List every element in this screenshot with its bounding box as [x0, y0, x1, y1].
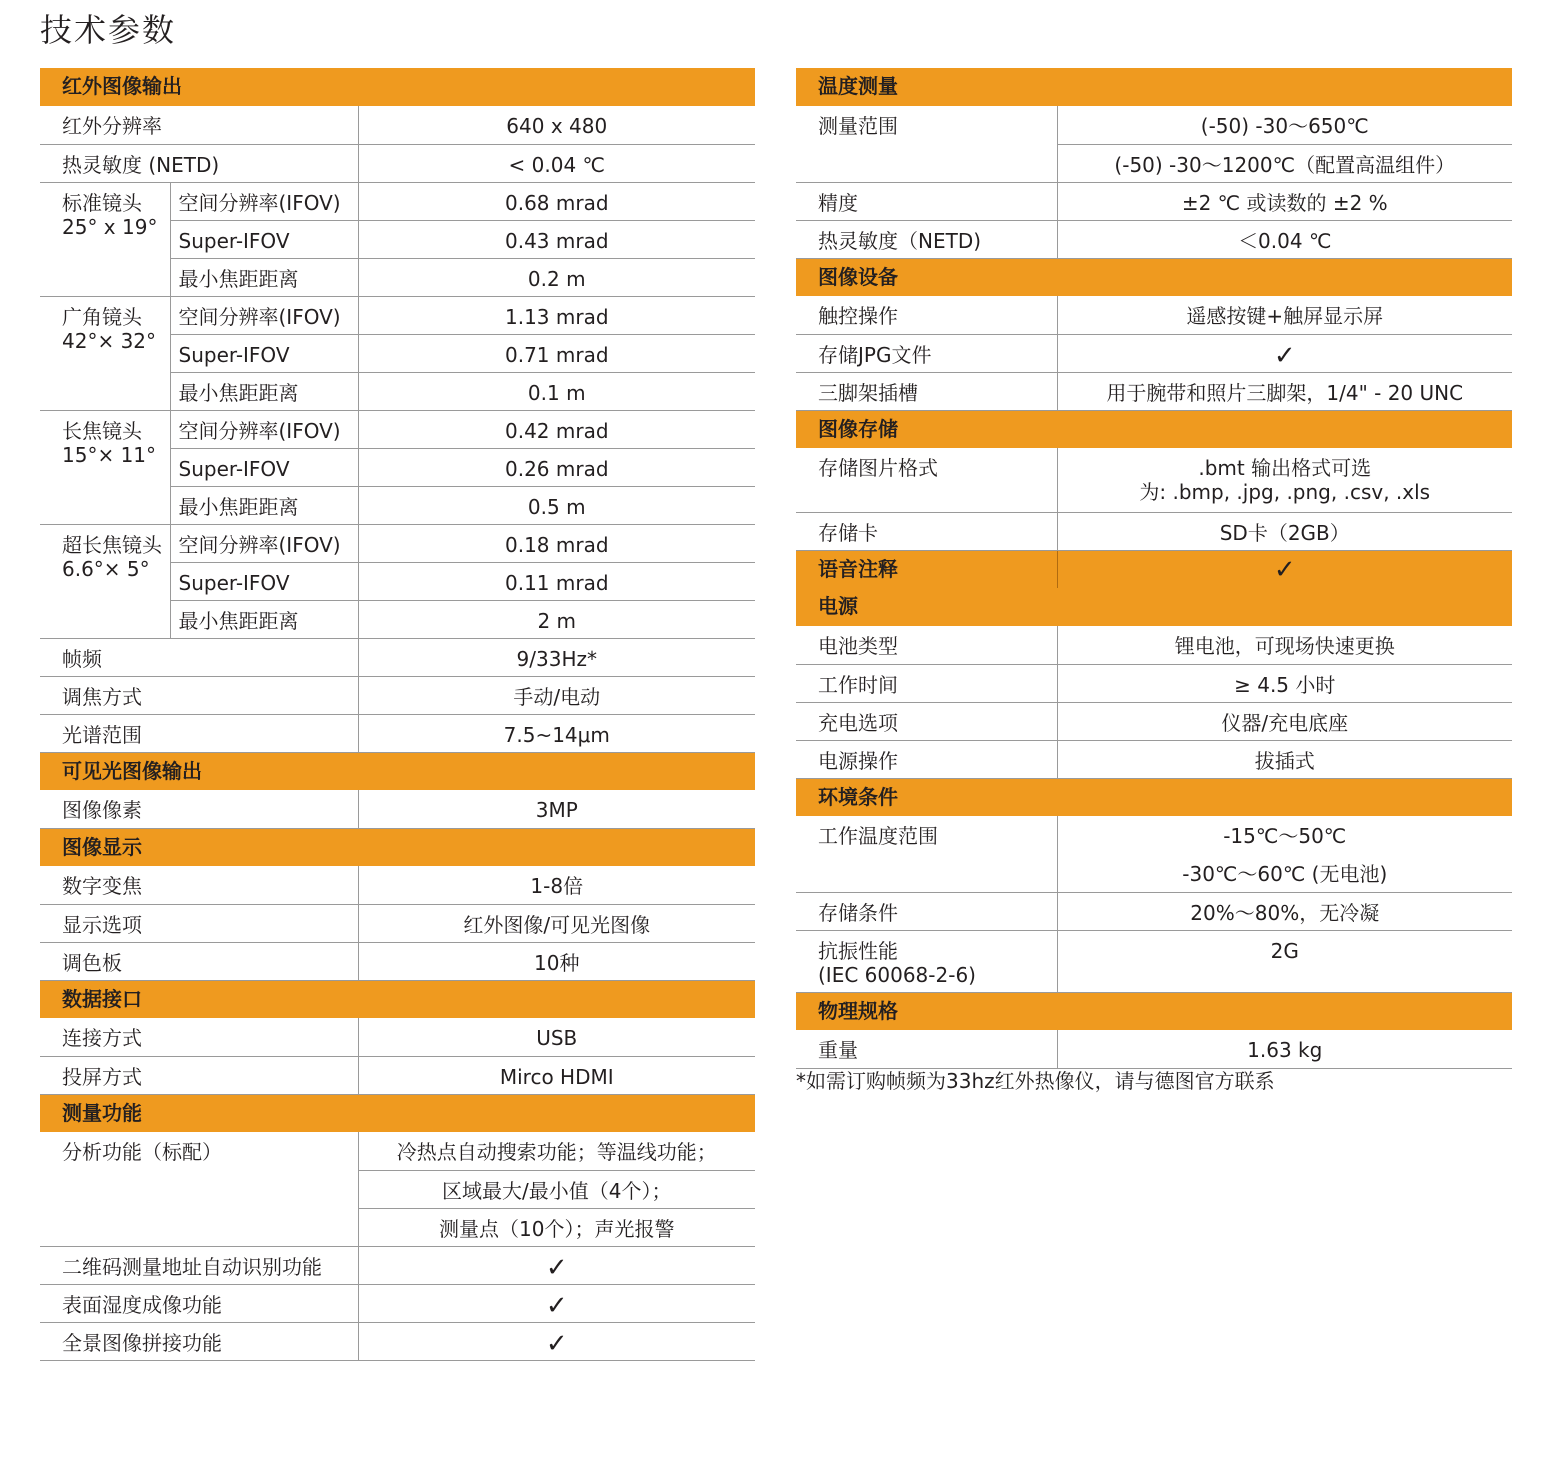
spec-row: 三脚架插槽 用于腕带和照片三脚架，1/4" - 20 UNC — [796, 372, 1512, 410]
spec-row: 存储图片格式 .bmt 输出格式可选 为: .bmp, .jpg, .png, .csv, .xls — [796, 448, 1512, 512]
spec-row: 测量点（10个）；声光报警 — [40, 1208, 755, 1246]
left-spec-table — [40, 68, 755, 1361]
spec-row: 电池类型 锂电池，可现场快速更换 — [796, 626, 1512, 664]
lens-row: 超长焦镜头 6.6°× 5° 空间分辨率(IFOV) 0.18 mrad — [40, 524, 755, 562]
lens-row: 长焦镜头 15°× 11° 空间分辨率(IFOV) 0.42 mrad — [40, 410, 755, 448]
spec-row: -30℃～60℃ (无电池) — [796, 854, 1512, 892]
spec-row: 分析功能（标配） 冷热点自动搜索功能；等温线功能； — [40, 1132, 755, 1170]
spec-row: 调焦方式 手动/电动 — [40, 676, 755, 714]
section-header: 图像设备 — [796, 258, 1512, 296]
spec-row: 存储卡 SD卡（2GB） — [796, 512, 1512, 550]
spec-row: 存储JPG文件 ✓ — [796, 334, 1512, 372]
spec-row: 图像像素 3MP — [40, 790, 755, 828]
spec-row: 精度 ±2 ℃ 或读数的 ±2 % — [796, 182, 1512, 220]
section-header: 可见光图像输出 — [40, 752, 755, 790]
section-header: 测量功能 — [40, 1094, 755, 1132]
lens-row: Super-IFOV 0.43 mrad — [40, 220, 755, 258]
spec-row: (-50) -30～1200℃（配置高温组件） — [796, 144, 1512, 182]
section-header: 温度测量 — [796, 68, 1512, 106]
check-icon: ✓ — [545, 1290, 568, 1321]
lens-row: 标准镜头 25° x 19° 空间分辨率(IFOV) 0.68 mrad — [40, 182, 755, 220]
spec-row: 区域最大/最小值（4个）； — [40, 1170, 755, 1208]
spec-row: 表面湿度成像功能 ✓ — [40, 1284, 755, 1322]
section-header: 物理规格 — [796, 992, 1512, 1030]
lens-name-cell: 长焦镜头 15°× 11° — [40, 410, 170, 524]
lens-row: 最小焦距距离 0.2 m — [40, 258, 755, 296]
footnote: *如需订购帧频为33hz红外热像仪，请与德图官方联系 — [796, 1069, 1275, 1093]
spec-row: 热灵敏度 (NETD) < 0.04 ℃ — [40, 144, 755, 182]
spec-row: 电源操作 拔插式 — [796, 740, 1512, 778]
section-header: 红外图像输出 — [40, 68, 755, 106]
lens-name-cell: 广角镜头 42°× 32° — [40, 296, 170, 410]
spec-row: 光谱范围 7.5~14μm — [40, 714, 755, 752]
check-icon: ✓ — [1273, 554, 1296, 585]
spec-row: 投屏方式 Mirco HDMI — [40, 1056, 755, 1094]
spec-row: 红外分辨率 640 x 480 — [40, 106, 755, 144]
spec-row: 数字变焦 1-8倍 — [40, 866, 755, 904]
section-header: 环境条件 — [796, 778, 1512, 816]
section-header: 图像显示 — [40, 828, 755, 866]
lens-row: Super-IFOV 0.26 mrad — [40, 448, 755, 486]
check-icon: ✓ — [545, 1328, 568, 1359]
spec-row: 工作温度范围 -15℃～50℃ — [796, 816, 1512, 854]
spec-row: 重量 1.63 kg — [796, 1030, 1512, 1068]
section-header: 语音注释 ✓ — [796, 550, 1512, 588]
spec-row: 工作时间 ≥ 4.5 小时 — [796, 664, 1512, 702]
spec-row: 热灵敏度（NETD) ＜0.04 ℃ — [796, 220, 1512, 258]
spec-row: 连接方式 USB — [40, 1018, 755, 1056]
section-header: 图像存储 — [796, 410, 1512, 448]
section-header: 电源 — [796, 588, 1512, 626]
spec-row: 充电选项 仪器/充电底座 — [796, 702, 1512, 740]
spec-row: 显示选项 红外图像/可见光图像 — [40, 904, 755, 942]
lens-row: 广角镜头 42°× 32° 空间分辨率(IFOV) 1.13 mrad — [40, 296, 755, 334]
section-header: 数据接口 — [40, 980, 755, 1018]
spec-row: 触控操作 遥感按键+触屏显示屏 — [796, 296, 1512, 334]
spec-row: 帧频 9/33Hz* — [40, 638, 755, 676]
page-title: 技术参数 — [40, 11, 177, 49]
spec-row: 测量范围 (-50) -30～650℃ — [796, 106, 1512, 144]
check-icon: ✓ — [1273, 340, 1296, 371]
spec-row: 全景图像拼接功能 ✓ — [40, 1322, 755, 1360]
right-spec-table — [796, 68, 1512, 1069]
check-icon: ✓ — [545, 1252, 568, 1283]
spec-row: 二维码测量地址自动识别功能 ✓ — [40, 1246, 755, 1284]
lens-row: 最小焦距距离 2 m — [40, 600, 755, 638]
spec-row: 抗振性能 (IEC 60068-2-6) 2G — [796, 930, 1512, 992]
lens-row: Super-IFOV 0.71 mrad — [40, 334, 755, 372]
lens-name-cell: 超长焦镜头 6.6°× 5° — [40, 524, 170, 638]
spec-row: 调色板 10种 — [40, 942, 755, 980]
spec-row: 存储条件 20%～80%，无冷凝 — [796, 892, 1512, 930]
lens-name-cell: 标准镜头 25° x 19° — [40, 182, 170, 296]
lens-row: Super-IFOV 0.11 mrad — [40, 562, 755, 600]
lens-row: 最小焦距距离 0.5 m — [40, 486, 755, 524]
lens-row: 最小焦距距离 0.1 m — [40, 372, 755, 410]
